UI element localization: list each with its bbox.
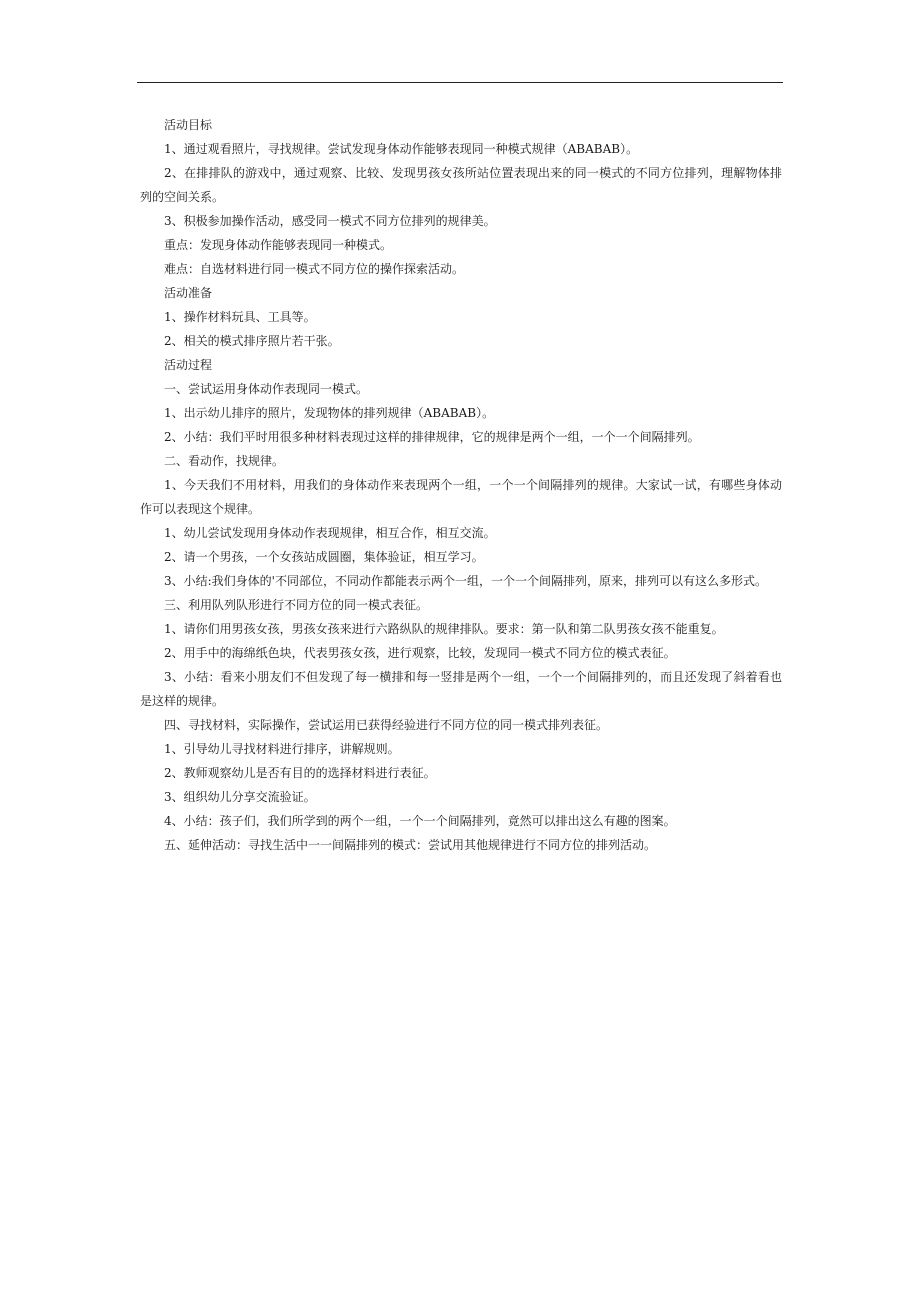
paragraph-difficulty: 难点：自选材料进行同一模式不同方位的操作探索活动。 [164,262,465,276]
paragraph-step-1-1: 1、出示幼儿排序的照片，发现物体的排列规律（ABABAB）。 [164,406,495,420]
paragraph-prep-2: 2、相关的模式排序照片若干张。 [164,334,340,348]
paragraph-step-3-3: 3、小结：看来小朋友们不但发现了每一横排和每一竖排是两个一组，一个一个间隔排列的，而且还发现了斜着看也是这样的规律。 [140,670,782,708]
paragraph-step-1-title: 一、尝试运用身体动作表现同一模式。 [164,382,369,396]
paragraph-key-point: 重点：发现身体动作能够表现同一种模式。 [164,238,393,252]
paragraph-prep-1: 1、操作材料玩具、工具等。 [164,310,316,324]
paragraph-step-4-4: 4、小结：孩子们，我们所学到的两个一组，一个一个间隔排列，竟然可以排出这么有趣的图案。 [164,814,676,828]
paragraph-step-2-1: 1、今天我们不用材料，用我们的身体动作来表现两个一组，一个一个间隔排列的规律。大家试一试，有哪些身体动作可以表现这个规律。 [140,478,782,516]
paragraph-step-4-title: 四、寻找材料，实际操作，尝试运用已获得经验进行不同方位的同一模式排列表征。 [164,718,609,732]
section-heading-process: 活动过程 [164,358,213,372]
paragraph-step-5-title: 五、延伸活动：寻找生活中一一间隔排列的模式：尝试用其他规律进行不同方位的排列活动。 [164,838,657,852]
paragraph-goal-3: 3、积极参加操作活动，感受同一模式不同方位排列的规律美。 [164,214,496,228]
section-heading-preparation: 活动准备 [164,286,213,300]
paragraph-step-1-2: 2、小结：我们平时用很多种材料表现过这样的排律规律，它的规律是两个一组，一个一个间隔排列。 [164,430,700,444]
paragraph-goal-1: 1、通过观看照片，寻找规律。尝试发现身体动作能够表现同一种模式规律（ABABAB）。 [164,142,639,156]
paragraph-step-3-title: 三、利用队列队形进行不同方位的同一模式表征。 [164,598,429,612]
paragraph-step-2-title: 二、看动作，找规律。 [164,454,285,468]
paragraph-step-2-1b: 1、幼儿尝试发现用身体动作表现规律，相互合作，相互交流。 [164,526,496,540]
paragraph-step-4-3: 3、组织幼儿分享交流验证。 [164,790,316,804]
paragraph-step-2-2: 2、请一个男孩，一个女孩站成圆圈，集体验证，相互学习。 [164,550,484,564]
paragraph-step-3-1: 1、请你们用男孩女孩，男孩女孩来进行六路纵队的规律排队。要求：第一队和第二队男孩女孩不能重复。 [164,622,724,636]
header-rule [137,82,783,83]
document-body [140,113,782,857]
paragraph-step-2-3: 3、小结:我们身体的'不同部位，不同动作都能表示两个一组，一个一个间隔排列，原来，排列可以有这么多形式。 [164,574,767,588]
paragraph-step-4-2: 2、教师观察幼儿是否有目的的选择材料进行表征。 [164,766,436,780]
paragraph-goal-2: 2、在排排队的游戏中，通过观察、比较、发现男孩女孩所站位置表现出来的同一模式的不同方位排列，理解物体排列的空间关系。 [140,166,782,204]
paragraph-step-4-1: 1、引导幼儿寻找材料进行排序，讲解规则。 [164,742,400,756]
section-heading-goals: 活动目标 [164,118,213,132]
paragraph-step-3-2: 2、用手中的海绵纸色块，代表男孩女孩，进行观察，比较，发现同一模式不同方位的模式表征。 [164,646,676,660]
